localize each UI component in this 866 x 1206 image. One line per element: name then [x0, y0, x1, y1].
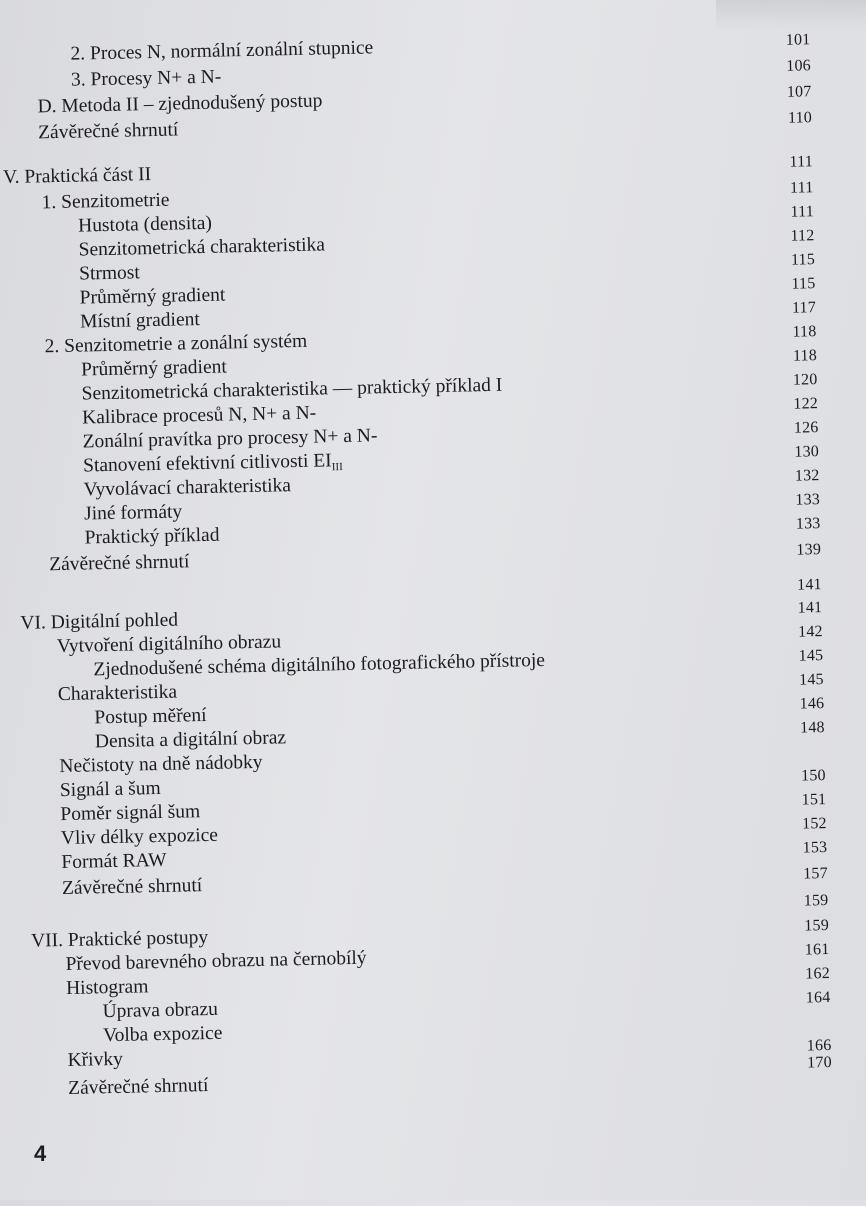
toc-entry-page: 141: [797, 576, 822, 594]
toc-entry-page: 161: [804, 940, 830, 959]
toc-entry-page: 122: [793, 395, 819, 413]
toc-entry-title: Místní gradient: [79, 309, 201, 333]
toc-entry-page: 133: [795, 491, 821, 509]
toc-entry-title: Závěrečné shrnutí: [67, 1075, 209, 1099]
toc-entry-title: Hustota (densita): [77, 212, 213, 237]
toc-entry-title: D. Metoda II – zjednodušený postup: [37, 90, 323, 118]
toc-entry-page: 142: [797, 623, 823, 641]
toc-entry-title: Formát RAW: [61, 849, 167, 874]
toc-entry-title: Vytvoření digitálního obrazu: [56, 631, 282, 658]
toc-entry-title: Průměrný gradient: [80, 356, 227, 381]
toc-entry-title: Charakteristika: [57, 681, 178, 706]
toc-entry-title: Postup měření: [94, 704, 207, 729]
toc-entry-title: Poměr signál šum: [60, 801, 201, 826]
toc-entry-page: 106: [786, 57, 812, 75]
toc-entry-title: Vyvolávací charakteristika: [83, 475, 292, 501]
toc-entry-title: 1. Senzitometrie: [41, 189, 170, 214]
toc-entry-title: Křivky: [67, 1048, 124, 1071]
toc-entry-page: 170: [807, 1053, 832, 1072]
toc-entry-page: 139: [796, 541, 822, 559]
toc-entry-page: 145: [798, 647, 824, 665]
toc-entry-title: Převod barevného obrazu na černobílý: [65, 947, 367, 975]
toc-entry-title: 3. Procesy N+ a N-: [70, 66, 222, 91]
toc-entry-title: Signál a šum: [59, 777, 161, 802]
toc-entry-page: 117: [791, 299, 817, 317]
toc-entry-subscript: III: [331, 461, 343, 474]
toc-entry-page: 148: [800, 719, 825, 737]
toc-entry-title: Vliv délky expozice: [60, 824, 219, 850]
toc-entry-title: 2. Proces N, normální zonální stupnice: [70, 37, 374, 65]
toc-entry-page: 164: [805, 988, 831, 1007]
toc-entry-page: 110: [787, 109, 813, 127]
toc-entry-page: 115: [791, 275, 816, 293]
toc-entry-title: Nečistoty na dně nádobky: [59, 751, 263, 778]
footer-page-number: 4: [34, 1141, 47, 1166]
toc-entry-page: 162: [805, 964, 831, 983]
toc-entry-title: Úprava obrazu: [102, 998, 219, 1023]
toc-entry-title: VI. Digitální pohled: [20, 609, 179, 634]
toc-entry-page: 130: [794, 443, 820, 461]
toc-entry-page: 133: [795, 515, 821, 533]
toc-entry-title: Densita a digitální obraz: [94, 727, 287, 753]
toc-entry-title: Senzitometrická charakteristika — praktický příklad I: [81, 374, 503, 405]
toc-entry-title: 2. Senzitometrie a zonální systém: [44, 330, 308, 358]
toc-entry-title: Kalibrace procesů N, N+ a N-: [81, 402, 317, 429]
toc-entry-title: Senzitometrická charakteristika: [78, 234, 326, 261]
toc-entry-page: 120: [792, 371, 818, 389]
toc-entry-page: 153: [802, 839, 828, 857]
toc-entry-title: VII. Praktické postupy: [30, 927, 209, 952]
toc-entry-title: Závěrečné shrnutí: [48, 551, 190, 576]
toc-entry-title: Stanovení efektivní citlivosti $EI_{III}$: [82, 450, 343, 477]
toc-entry-title: Závěrečné shrnutí: [37, 119, 179, 144]
toc-entry-page: 111: [790, 203, 815, 221]
toc-entry-title: Zonální pravítka pro procesy N+ a N-: [82, 425, 378, 453]
toc-entry-title: V. Praktická část II: [2, 164, 152, 189]
toc-entry-page: 126: [793, 419, 819, 437]
toc-entry-page: 101: [785, 31, 811, 49]
toc-entry-page: 157: [803, 865, 829, 883]
toc-entry-page: 132: [794, 467, 820, 485]
toc-entry-page: 151: [801, 791, 827, 809]
toc-entry-title: Závěrečné shrnutí: [61, 875, 203, 900]
toc-entry-page: 115: [790, 251, 816, 269]
toc-entry-page: 150: [801, 767, 826, 785]
toc-entry-title: Strmost: [78, 262, 141, 285]
toc-entry-page: 166: [806, 1036, 832, 1055]
toc-entry-page: 107: [786, 83, 812, 101]
toc-entry-page: 152: [802, 815, 827, 833]
toc-entry-page: 145: [798, 671, 824, 689]
toc-entry-page: 112: [790, 227, 815, 245]
toc-entry-page: 141: [797, 599, 823, 617]
toc-entry-title: Histogram: [65, 976, 149, 999]
toc-entry-title: Zjednodušené schéma digitálního fotografického přístroje: [93, 649, 546, 681]
toc-entry-page: 111: [789, 179, 814, 197]
toc-entry-title: Jiné formáty: [83, 501, 183, 525]
toc-entry-title: Volba expozice: [102, 1022, 223, 1047]
toc-entry-page: 118: [792, 323, 817, 341]
toc-entry-page: 159: [803, 892, 829, 910]
toc-entry-title: Praktický příklad: [84, 524, 220, 549]
toc-entry-page: 111: [789, 153, 814, 171]
toc-entry-page: 159: [804, 916, 830, 935]
toc-entry-page: 118: [792, 347, 818, 365]
toc-entry-page: 146: [799, 695, 825, 713]
toc-entry-title: Průměrný gradient: [79, 284, 226, 309]
